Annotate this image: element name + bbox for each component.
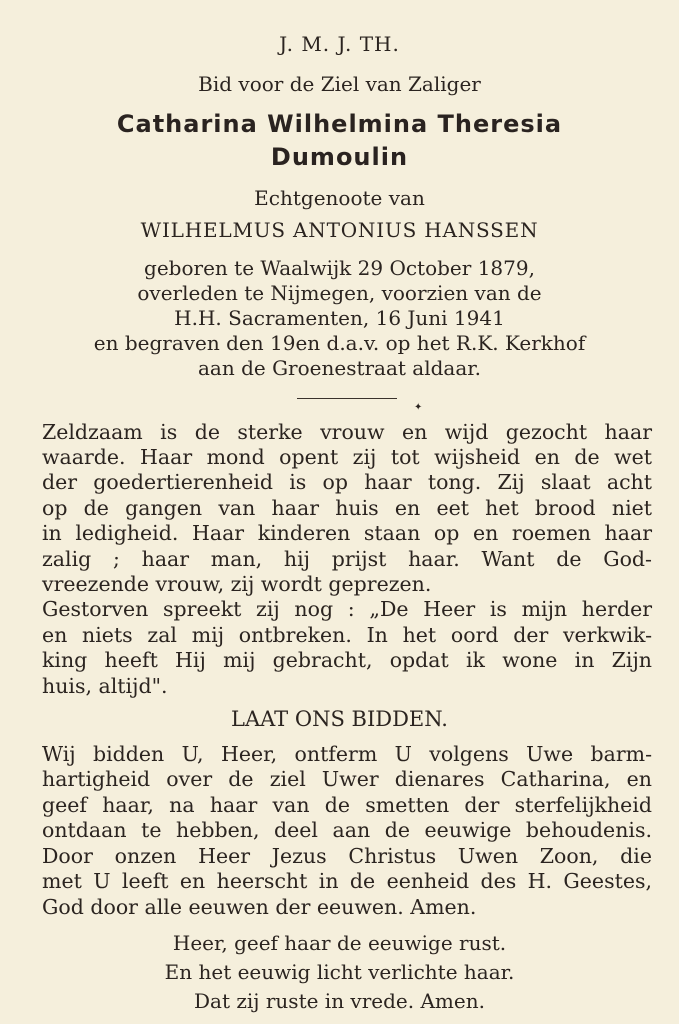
divider	[297, 398, 397, 399]
detail-line: en begraven den 19en d.a.v. op het R.K. Kerkhof	[93, 331, 586, 355]
closing-line: En het eeuwig licht verlichte haar.	[164, 960, 515, 984]
prayer-line: hartigheid over de ziel Uwer dienares Catharina, en	[42, 767, 652, 791]
body-line: king heeft Hij mij gebracht, opdat ik wone in Zijn	[42, 648, 652, 672]
monogram: J. M. J. TH.	[279, 32, 400, 56]
closing-line: Dat zij ruste in vrede. Amen.	[194, 989, 485, 1013]
body-line: Gestorven spreekt zij nog : „De Heer is mijn herder	[42, 597, 652, 621]
prayer-line: geef haar, na haar van de smetten der sterfelijkheid	[42, 793, 652, 817]
body-line: waarde. Haar mond opent zij tot wijsheid en de wet	[42, 445, 652, 469]
detail-line: aan de Groenestraat aldaar.	[197, 356, 481, 380]
prayer-line: Wij bidden U, Heer, ontferm U volgens Uwe barm-	[42, 742, 652, 766]
spouse-name: WILHELMUS ANTONIUS HANSSEN	[140, 218, 539, 242]
deceased-name-line2: Dumoulin	[270, 143, 409, 171]
body-line: zalig ; haar man, hij prijst haar. Want de God-	[42, 547, 652, 571]
closing-line: Heer, geef haar de eeuwige rust.	[172, 931, 507, 955]
prayer-line: God door alle eeuwen der eeuwen. Amen.	[42, 895, 477, 919]
prayer-line: met U leeft en heerscht in de eenheid des H. Geestes,	[42, 869, 652, 893]
body-line: Zeldzaam is de sterke vrouw en wijd gezocht haar	[42, 420, 652, 444]
detail-line: H.H. Sacramenten, 16 Juni 1941	[174, 306, 505, 330]
invocation: Bid voor de Ziel van Zaliger	[198, 72, 481, 96]
body-line: vreezende vrouw, zij wordt geprezen.	[42, 572, 432, 596]
ornament-icon: ✦	[414, 402, 423, 413]
prayer-title: LAAT ONS BIDDEN.	[231, 707, 448, 731]
body-line: in ledigheid. Haar kinderen staan op en roemen haar	[42, 521, 652, 545]
detail-line: geboren te Waalwijk 29 October 1879,	[144, 256, 535, 280]
body-line: der goedertierenheid is op haar tong. Zij slaat acht	[42, 470, 652, 494]
body-line: en niets zal mij ontbreken. In het oord der verkwik-	[42, 623, 652, 647]
prayer-line: Door onzen Heer Jezus Christus Uwen Zoon, die	[42, 844, 652, 868]
prayer-line: ontdaan te hebben, deel aan de eeuwige behoudenis.	[42, 818, 652, 842]
body-line: op de gangen van haar huis en eet het brood niet	[42, 496, 652, 520]
detail-line: overleden te Nijmegen, voorzien van de	[137, 281, 542, 305]
body-line: huis, altijd".	[42, 674, 168, 698]
spouse-label: Echtgenoote van	[254, 186, 425, 210]
deceased-name-line1: Catharina Wilhelmina Theresia	[116, 110, 563, 138]
